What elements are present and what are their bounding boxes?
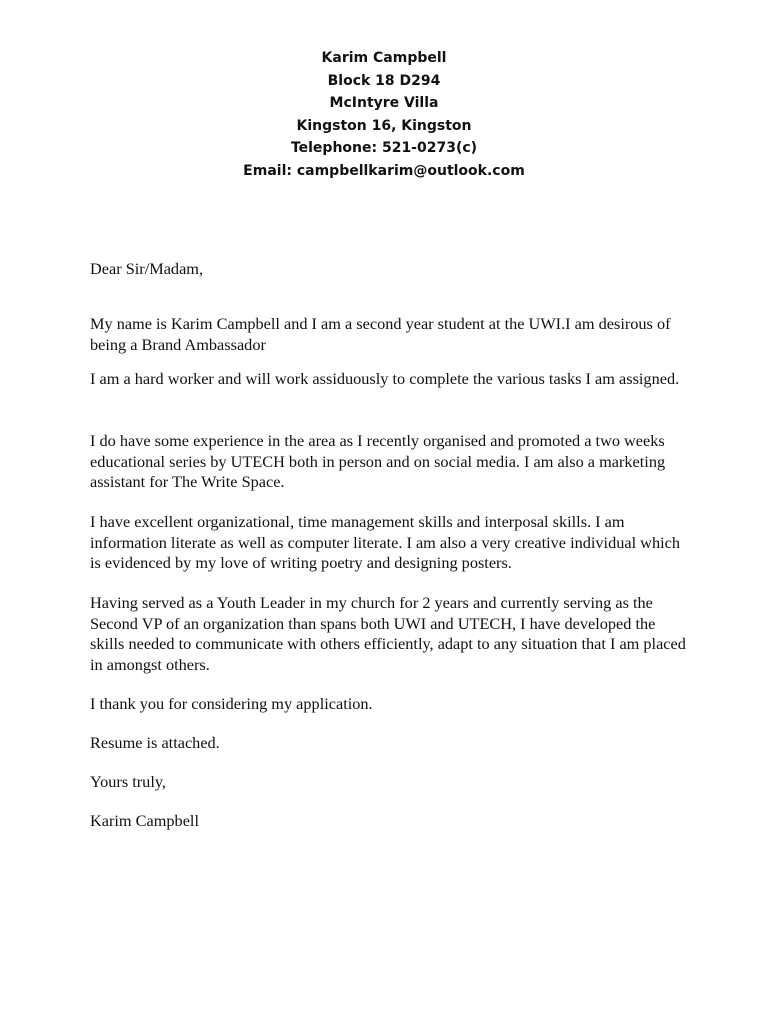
paragraph-thanks: I thank you for considering my application. [90, 694, 373, 713]
sender-email: Email: campbellkarim@outlook.com [243, 162, 525, 179]
sender-address-line-3: Kingston 16, Kingston [296, 117, 472, 134]
paragraph-introduction: My name is Karim Campbell and I am a second year student at the UWI.I am desirous of being a Brand Ambassador [90, 314, 671, 354]
paragraph-skills: I have excellent organizational, time management skills and interposal skills. I am information literate as well as computer literate. I am also a very creative individual which is evidenced by my love of writing poetry and designing posters. [90, 512, 680, 573]
paragraph-leadership: Having served as a Youth Leader in my church for 2 years and currently serving as the Second VP of an organization than spans both UWI and UTECH, I have developed the skills needed to communicate with others efficiently, adapt to any situation that I am placed in amongst others. [90, 593, 686, 674]
closing: Yours truly, [90, 772, 166, 791]
sender-address-line-2: McIntyre Villa [329, 95, 439, 111]
sender-telephone: Telephone: 521-0273(c) [290, 140, 478, 156]
paragraph-experience: I do have some experience in the area as I recently organised and promoted a two weeks educational series by UTECH both in person and on social media. I am also a marketing assistant for The Write Space. [90, 431, 666, 492]
letter-header [0, 47, 768, 182]
paragraph-work-ethic: I am a hard worker and will work assiduously to complete the various tasks I am assigned. [90, 369, 680, 388]
sender-address-line-1: Block 18 D294 [327, 72, 441, 89]
signature: Karim Campbell [90, 811, 199, 830]
paragraph-resume: Resume is attached. [90, 733, 220, 752]
sender-name: Karim Campbell [321, 50, 447, 66]
salutation: Dear Sir/Madam, [90, 259, 204, 278]
